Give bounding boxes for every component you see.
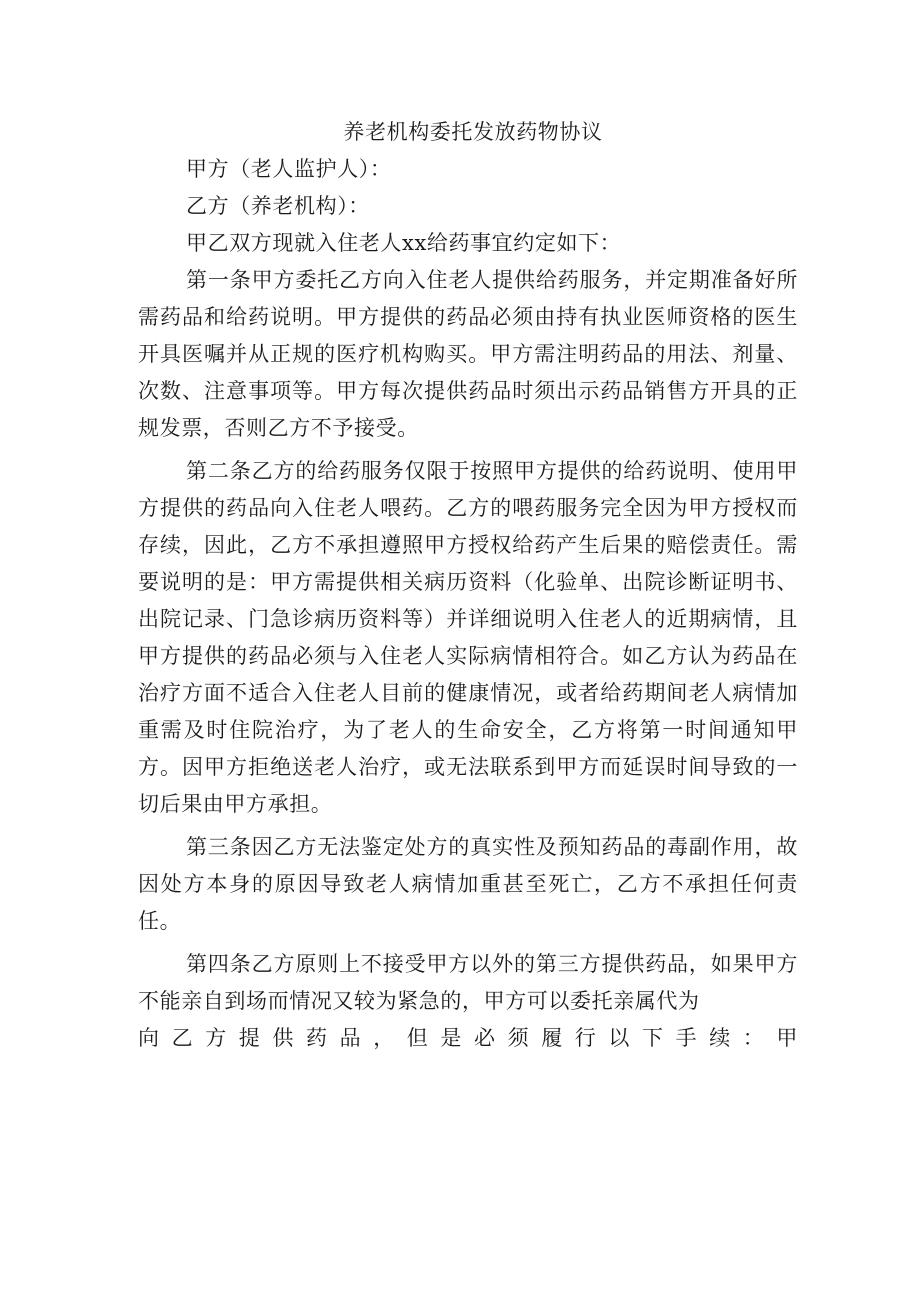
document-body — [138, 114, 798, 1057]
article-4: 第四条乙方原则上不接受甲方以外的第三方提供药品，如果甲方不能亲自到场而情况又较为紧急的，甲方可以委托亲属代为 — [138, 952, 798, 1013]
party-a-line: 甲方（老人监护人）： — [186, 157, 392, 181]
party-b-line: 乙方（养老机构）： — [186, 194, 370, 218]
article-1: 第一条甲方委托乙方向入住老人提供给药服务，并定期准备好所需药品和给药说明。甲方提供的药品必须由持有执业医师资格的医生开具医嘱并从正规的医疗机构购买。甲方需注明药品的用法、剂量、次数、注意事项等。甲方每次提供药品时须出示药品销售方开具的正规发票，否则乙方不予接受。 — [138, 268, 798, 440]
article-2: 第二条乙方的给药服务仅限于按照甲方提供的给药说明、使用甲方提供的药品向入住老人喂药。乙方的喂药服务完全因为甲方授权而存续，因此，乙方不承担遵照甲方授权给药产生后果的赔偿责任。需要说明的是：甲方需提供相关病历资料（化验单、出院诊断证明书、出院记录、门急诊病历资料等）并详细说明入住老人的近期病情，且甲方提供的药品必须与入住老人实际病情相符合。如乙方认为药品在治疗方面不适合入住老人目前的健康情况，或者给药期间老人病情加重需及时住院治疗，为了老人的生命安全，乙方将第一时间通知甲方。因甲方拒绝送老人治疗，或无法联系到甲方而延误时间导致的一切后果由甲方承担。 — [138, 459, 798, 816]
article-3: 第三条因乙方无法鉴定处方的真实性及预知药品的毒副作用，故因处方本身的原因导致老人病情加重甚至死亡，乙方不承担任何责任。 — [138, 835, 798, 933]
intro-line: 甲乙双方现就入住老人xx给药事宜约定如下： — [186, 231, 622, 255]
article-4-last-line: 向乙方提供药品，但是必须履行以下手续：甲 — [138, 1026, 798, 1050]
document-title: 养老机构委托发放药物协议 — [343, 120, 603, 144]
